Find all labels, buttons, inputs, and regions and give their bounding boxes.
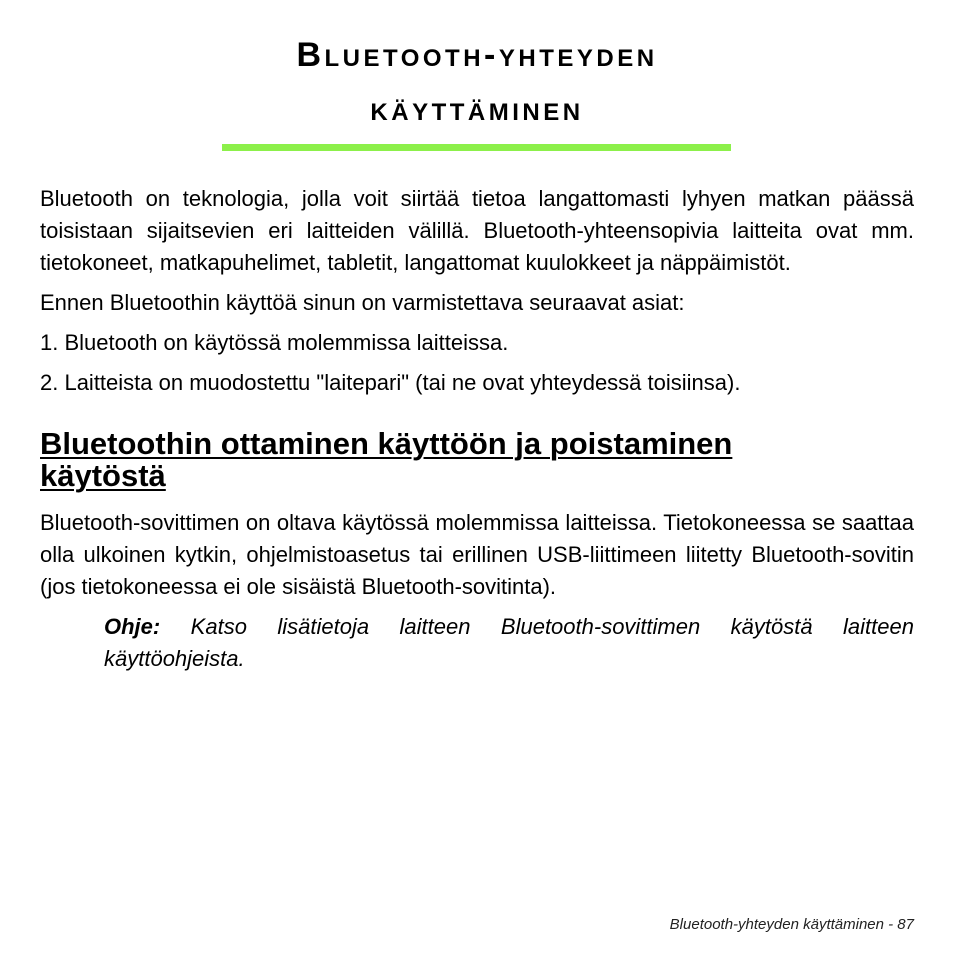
requirements-paragraph: Ennen Bluetoothin käyttöä sinun on varmistettava seuraavat asiat: — [40, 290, 685, 315]
page-body — [40, 183, 914, 675]
intro-paragraph: Bluetooth on teknologia, jolla voit siirtää tietoa langattomasti lyhyen matkan päässä toisistaan sijaitsevien eri laitteiden välillä. Bluetooth-yhteensopivia laitteita ovat mm. tietokoneet, matkapuhelimet, tabletit, langattomat kuulokkeet ja näppäimistöt. — [40, 186, 914, 275]
requirement-item-2: 2. Laitteista on muodostettu "laitepari" (tai ne ovat yhteydessä toisiinsa). — [40, 370, 741, 395]
page-title — [0, 28, 954, 136]
page-title-line-1: Bluetooth-yhteyden — [296, 36, 658, 74]
note-label: Ohje: — [104, 614, 161, 639]
section-heading: Bluetoothin ottaminen käyttöön ja poistaminen käytöstä — [40, 426, 733, 493]
title-underline-rule — [222, 144, 731, 151]
page-title-line-2: käyttäminen — [370, 90, 584, 128]
requirement-item-1: 1. Bluetooth on käytössä molemmissa laitteissa. — [40, 330, 509, 355]
section-paragraph: Bluetooth-sovittimen on oltava käytössä molemmissa laitteissa. Tietokoneessa se saattaa olla ulkoinen kytkin, ohjelmistoasetus tai erillinen USB-liittimeen liitetty Bluetooth-sovitin (jos tietokoneessa ei ole sisäistä Bluetooth-sovitinta). — [40, 510, 914, 599]
page-footer: Bluetooth-yhteyden käyttäminen - 87 — [669, 916, 914, 933]
note-text: Katso lisätietoja laitteen Bluetooth-sovittimen käytöstä laitteen käyttöohjeista. — [104, 614, 914, 671]
note-paragraph — [104, 611, 914, 675]
